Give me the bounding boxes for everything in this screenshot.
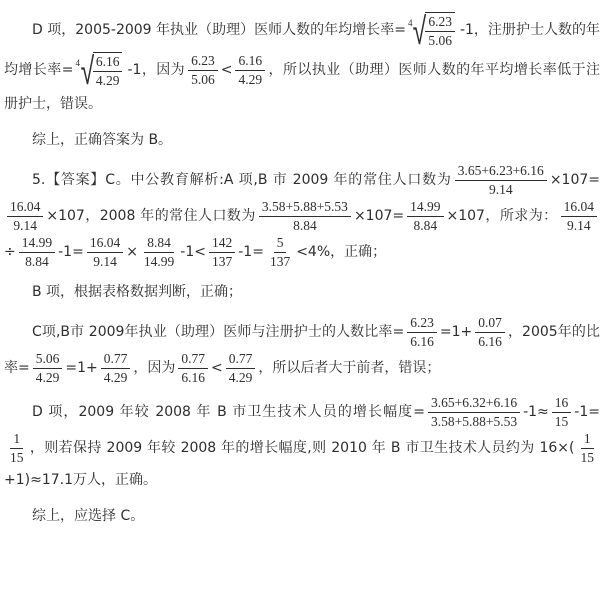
fraction xyxy=(552,395,572,429)
fraction-numerator: 3.65+6.32+6.16 xyxy=(428,395,520,413)
fraction xyxy=(33,351,63,385)
text-run: < xyxy=(220,62,233,79)
fraction-denominator: 15 xyxy=(580,449,594,465)
text-run: ×107，2008 年的常住人口数为 xyxy=(46,208,256,225)
fraction-denominator: 4.29 xyxy=(95,72,120,88)
fraction-numerator: 3.65+6.23+6.16 xyxy=(455,163,547,181)
fraction-denominator: 15 xyxy=(554,413,569,429)
fraction-denominator: 137 xyxy=(212,253,233,269)
fraction-denominator: 9.14 xyxy=(567,217,591,233)
fraction-numerator: 16 xyxy=(552,395,572,413)
fraction xyxy=(209,235,235,269)
text-run: × xyxy=(126,244,138,261)
fraction xyxy=(226,351,256,385)
text-run: +1)≈17.1万人，正确。 xyxy=(4,472,158,489)
analysis-q5-option-d xyxy=(4,394,600,494)
text-run: D 项，2009 年较 2008 年 B 市卫生技术人员的增长幅度= xyxy=(32,404,425,421)
analysis-q5-option-a xyxy=(4,162,600,270)
fraction-numerator: 0.77 xyxy=(101,351,131,369)
analysis-q5-option-c xyxy=(4,314,600,386)
fraction-denominator: 6.16 xyxy=(478,333,502,349)
fraction-denominator: 9.14 xyxy=(13,217,37,233)
text-run: =1+ xyxy=(65,360,98,377)
fraction-numerator: 5 xyxy=(274,235,287,253)
fraction-denominator: 5.06 xyxy=(428,32,452,48)
text-run: ，2005年的比率= xyxy=(4,324,600,377)
fraction-numerator: 14.99 xyxy=(407,199,443,217)
fraction xyxy=(578,431,598,465)
fraction xyxy=(267,235,293,269)
fraction-denominator: 4.29 xyxy=(35,369,60,385)
fraction-denominator: 137 xyxy=(269,253,291,269)
fraction xyxy=(178,351,208,385)
text-run: -1，因为 xyxy=(127,62,186,79)
fraction xyxy=(561,199,597,233)
text-run: ×107，所求为： xyxy=(446,208,558,225)
fraction xyxy=(19,235,55,269)
fraction xyxy=(259,199,351,233)
radical-icon: √ xyxy=(413,8,427,53)
fraction-numerator: 1 xyxy=(10,431,23,449)
text-run: ÷ xyxy=(4,244,16,261)
text-run: 综上，正确答案为 B。 xyxy=(32,132,173,149)
fraction-numerator: 3.58+5.88+5.53 xyxy=(259,199,351,217)
fraction-numerator: 0.77 xyxy=(226,351,256,369)
fraction-numerator: 142 xyxy=(209,235,235,253)
fraction-denominator: 3.58+5.88+5.53 xyxy=(430,413,518,429)
fraction-numerator: 6.23 xyxy=(407,315,437,333)
text-run: C项,B市 2009年执业（助理）医师与注册护士的人数比率= xyxy=(32,324,405,341)
text-run: <4%，正确； xyxy=(296,244,387,261)
text-run: =1+ xyxy=(439,324,473,341)
text-run: -1= xyxy=(58,244,84,261)
root-index: 4 xyxy=(75,58,80,69)
fraction xyxy=(425,12,455,48)
fraction xyxy=(235,53,265,87)
text-run: ，所以执业（助理）医师人数的年平均增长率低于注册护士，错误。 xyxy=(4,62,600,113)
fraction xyxy=(7,199,43,233)
fraction-denominator: 5.06 xyxy=(191,71,215,87)
fraction xyxy=(7,431,27,465)
text-run: < xyxy=(210,360,223,377)
text-run: ，所以后者大于前者，错误； xyxy=(258,360,441,377)
text-run: D 项，2005-2009 年执业（助理）医师人数的年均增长率= xyxy=(32,22,406,39)
text-run: -1= xyxy=(238,244,264,261)
fraction-numerator: 1 xyxy=(581,431,594,449)
fraction-numerator: 6.23 xyxy=(425,14,455,32)
fraction-numerator: 8.84 xyxy=(144,235,174,253)
fraction-denominator: 8.84 xyxy=(413,217,438,233)
fraction-denominator: 14.99 xyxy=(143,253,175,269)
fraction-denominator: 4.29 xyxy=(228,369,253,385)
fraction xyxy=(475,315,505,349)
fraction-numerator: 0.77 xyxy=(178,351,208,369)
fraction-numerator: 5.06 xyxy=(33,351,63,369)
text-run: ×107= xyxy=(549,172,600,189)
fraction xyxy=(428,395,520,429)
text-run: -1，注册护士人数的年均增长率= xyxy=(4,22,600,79)
text-run: B 项，根据表格数据判断，正确； xyxy=(32,284,243,301)
fraction-numerator: 6.16 xyxy=(93,54,123,72)
fraction xyxy=(101,351,131,385)
fraction xyxy=(93,52,123,88)
fraction-denominator: 8.84 xyxy=(25,253,49,269)
fraction-denominator: 6.16 xyxy=(410,333,434,349)
fraction-denominator: 9.14 xyxy=(488,181,513,197)
fraction xyxy=(141,235,177,269)
text-run: ，因为 xyxy=(133,360,176,377)
fraction xyxy=(87,235,123,269)
nth-root xyxy=(75,49,125,93)
fraction-numerator: 6.16 xyxy=(235,53,265,71)
text-run: -1= xyxy=(574,404,600,421)
root-index: 4 xyxy=(407,18,413,29)
radical-icon: √ xyxy=(80,49,95,93)
text-run: 5.【答案】C。中公教育解析:A 项,B 市 2009 年的常住人口数为 xyxy=(32,172,452,189)
text-run: ×107= xyxy=(353,208,405,225)
analysis-q4-option-d xyxy=(4,10,600,118)
text-run: ，则若保持 2009 年较 2008 年的增长幅度,则 2010 年 B 市卫生技术人员约为 16×( xyxy=(29,440,575,457)
fraction-numerator: 6.23 xyxy=(188,53,218,71)
fraction-numerator: 14.99 xyxy=(19,235,55,253)
nth-root xyxy=(407,8,458,53)
text-run: -1≈ xyxy=(523,404,549,421)
fraction-denominator: 4.29 xyxy=(103,369,128,385)
conclusion-q4 xyxy=(4,126,600,154)
fraction-numerator: 0.07 xyxy=(475,315,505,333)
text-run: 综上，应选择 C。 xyxy=(32,508,145,525)
fraction-denominator: 15 xyxy=(10,449,24,465)
fraction xyxy=(407,315,437,349)
fraction-denominator: 6.16 xyxy=(181,369,205,385)
fraction xyxy=(455,163,547,197)
fraction xyxy=(188,53,218,87)
fraction-numerator: 16.04 xyxy=(561,199,597,217)
fraction-numerator: 16.04 xyxy=(87,235,123,253)
fraction-denominator: 4.29 xyxy=(238,71,263,87)
text-run: -1< xyxy=(180,244,206,261)
fraction-denominator: 9.14 xyxy=(93,253,117,269)
conclusion-q5 xyxy=(4,502,600,530)
fraction-denominator: 8.84 xyxy=(293,217,317,233)
fraction xyxy=(407,199,443,233)
fraction-numerator: 16.04 xyxy=(7,199,43,217)
analysis-q5-option-b xyxy=(4,278,600,306)
